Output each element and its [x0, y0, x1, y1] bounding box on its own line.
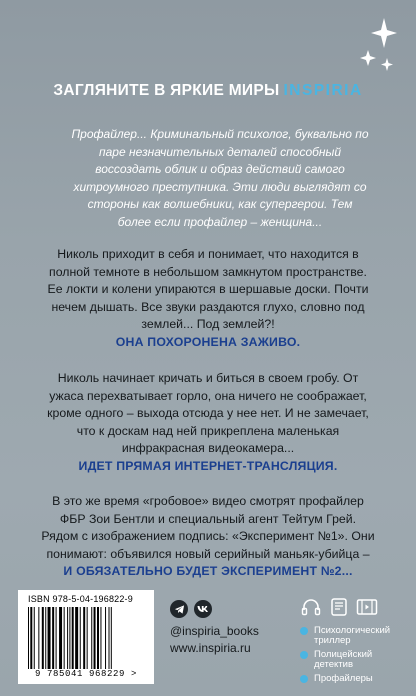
header-lead: ЗАГЛЯНИТЕ В ЯРКИЕ МИРЫ: [53, 82, 280, 99]
barcode-box: [18, 590, 154, 684]
paragraph-text: Николь начинает кричать и биться в своем гробу. От ужаса перехватывает горло, она ничего не соображает, кроме одного – выхода отсюда у нее нет. И не замечает, что к доскам над ней прикреплена маленькая инфракрасная видеокамера...: [47, 371, 369, 455]
paragraph-accent: И ОБЯЗАТЕЛЬНО БУДЕТ ЭКСПЕРИМЕНТ №2...: [63, 564, 353, 578]
paragraph-accent: ИДЕТ ПРЯМАЯ ИНТЕРНЕТ-ТРАНСЛЯЦИЯ.: [78, 458, 338, 473]
brand-name: INSPIRIA: [283, 82, 363, 99]
genre-label: Психологический триллер: [314, 625, 391, 646]
paragraph-accent: ОНА ПОХОРОНЕНА ЗАЖИВО.: [115, 334, 301, 349]
sparkle-decoration: [356, 14, 398, 78]
isbn-label: ISBN 978-5-04-196822-9: [28, 594, 133, 604]
vk-icon[interactable]: [194, 600, 212, 618]
paragraph-text: В это же время «гробовое» видео смотрят профайлер ФБР Зои Бентли и специальный агент Тейтум Грей. Рядом с изображением подпись: «Эксперимент №1». Они понимают: объявился новый серийный маньяк-убийца –: [41, 494, 375, 561]
genre-label: Полицейский детектив: [314, 649, 373, 670]
bullet-dot-icon: [300, 651, 308, 659]
barcode-bars: [28, 607, 146, 669]
telegram-icon[interactable]: [170, 600, 188, 618]
social-handle[interactable]: @inspiria_books: [170, 624, 259, 638]
genre-item: [300, 626, 410, 646]
genre-label: Профайлеры: [314, 673, 373, 684]
paragraph-3: [40, 493, 376, 581]
header-banner: [0, 82, 416, 100]
format-icons: [300, 598, 378, 616]
audiobook-icon: [300, 598, 322, 616]
website-link[interactable]: www.inspiria.ru: [170, 641, 251, 655]
genre-list: [300, 626, 410, 688]
genre-item: [300, 674, 410, 684]
paragraph-1: [40, 246, 376, 351]
barcode-digits: 9 785041 968229 >: [34, 669, 137, 679]
bullet-dot-icon: [300, 675, 308, 683]
bullet-dot-icon: [300, 627, 308, 635]
paragraph-text: Николь приходит в себя и понимает, что находится в полной темноте в небольшом замкнутом пространстве. Ее локти и колени упираются в шершавые доски. Почти нечем дышать. Все звуки раздаются глухо, словно под землей... Под землей?!: [47, 247, 369, 331]
social-block: [170, 600, 290, 655]
film-icon: [356, 598, 378, 616]
genre-item: [300, 650, 410, 670]
intro-text: Профайлер... Криминальный психолог, буквально по паре незначительных деталей способный воссоздать облик и образ действий самого хитроумного преступника. Эти люди выглядят со стороны как волшебники, как супергерои. Тем более если профайлер – женщина...: [71, 127, 369, 229]
ebook-icon: [328, 598, 350, 616]
paragraph-2: [40, 370, 376, 475]
